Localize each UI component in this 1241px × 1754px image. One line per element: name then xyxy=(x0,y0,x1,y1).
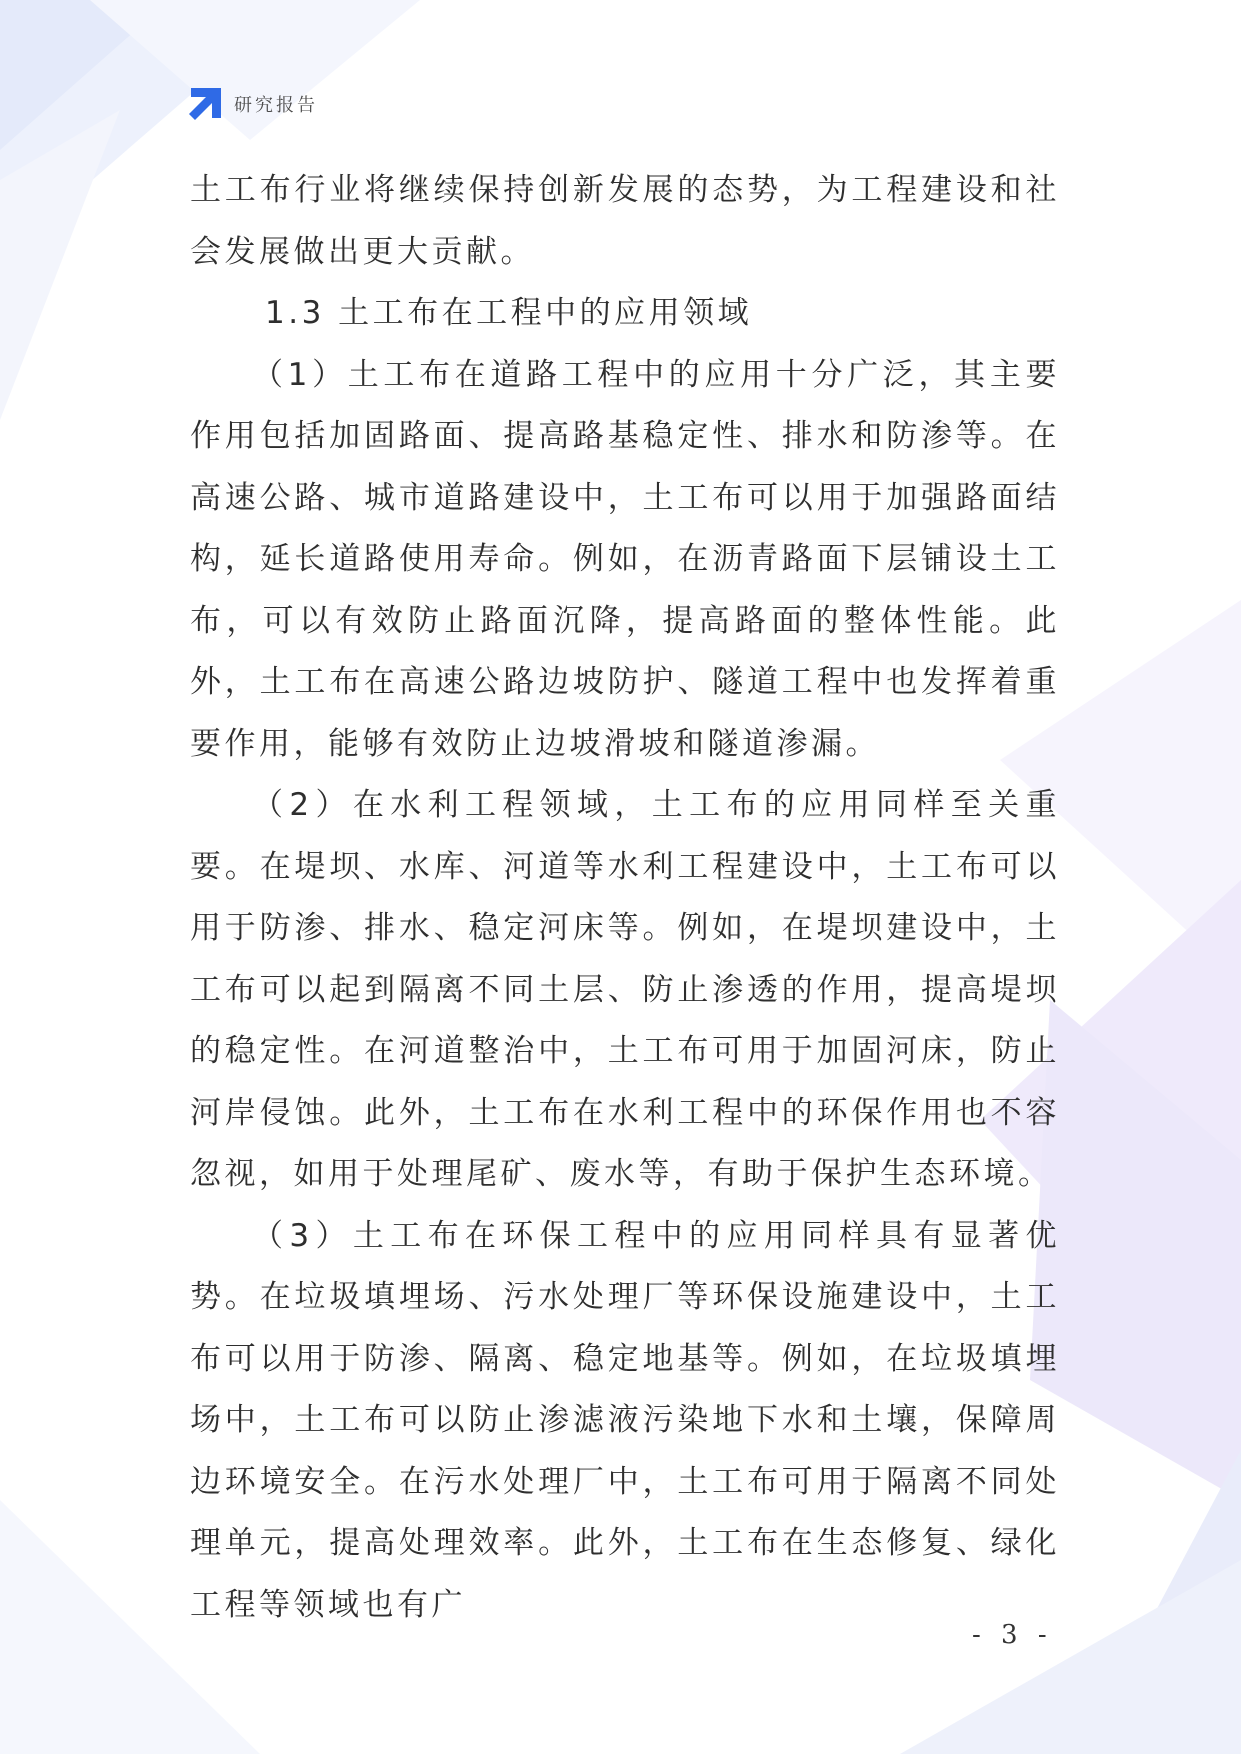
report-label: 研究报告 xyxy=(234,95,318,116)
paragraph-water-conservancy: （2）在水利工程领域，土工布的应用同样至关重要。在堤坝、水库、河道等水利工程建设中，土工布可以用于防渗、排水、稳定河床等。例如，在堤坝建设中，土工布可以起到隔离不同土层、防止渗透的作用，提高堤坝的稳定性。在河道整治中，土工布可用于加固河床，防止河岸侵蚀。此外，土工布在水利工程中的环保作用也不容忽视，如用于处理尾矿、废水等，有助于保护生态环境。 xyxy=(190,787,1060,1192)
page-number: - 3 - xyxy=(972,1620,1053,1650)
document-header xyxy=(188,86,318,122)
section-heading: 1.3 土工布在工程中的应用领域 xyxy=(265,295,753,331)
paragraph-environmental-engineering: （3）土工布在环保工程中的应用同样具有显著优势。在垃圾填埋场、污水处理厂等环保设施建设中，土工布可以用于防渗、隔离、稳定地基等。例如，在垃圾填埋场中，土工布可以防止渗滤液污染地下水和土壤，保障周边环境安全。在污水处理厂中，土工布可用于隔离不同处理单元，提高处理效率。此外，土工布在生态修复、绿化工程等领域也有广 xyxy=(190,1217,1060,1623)
continuation-paragraph: 土工布行业将继续保持创新发展的态势，为工程建设和社会发展做出更大贡献。 xyxy=(190,172,1060,270)
arrow-up-right-icon xyxy=(188,88,221,121)
paragraph-road-engineering: （1）土工布在道路工程中的应用十分广泛，其主要作用包括加固路面、提高路基稳定性、排水和防渗等。在高速公路、城市道路建设中，土工布可以用于加强路面结构，延长道路使用寿命。例如，在沥青路面下层铺设土工布，可以有效防止路面沉降，提高路面的整体性能。此外，土工布在高速公路边坡防护、隧道工程中也发挥着重要作用，能够有效防止边坡滑坡和隧道渗漏。 xyxy=(190,356,1060,762)
document-body xyxy=(190,160,1060,1636)
